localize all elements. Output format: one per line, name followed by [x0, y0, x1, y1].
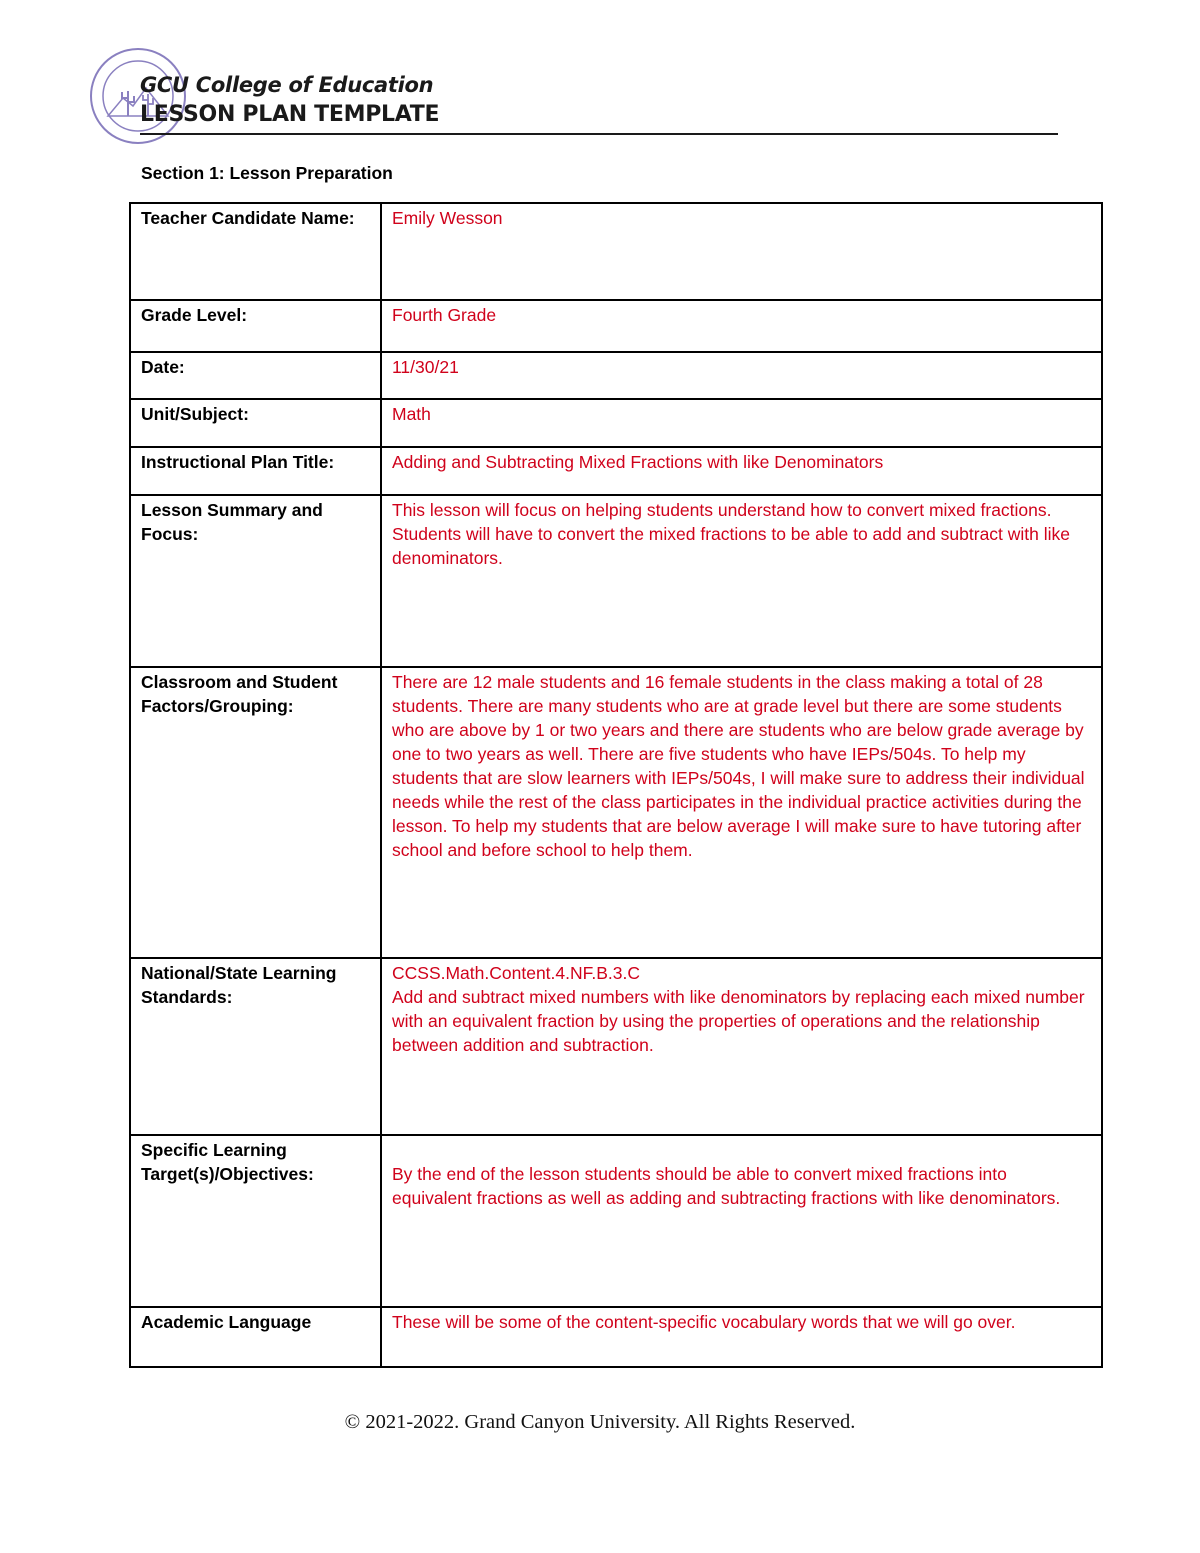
teacher-label: Teacher Candidate Name:	[130, 203, 381, 300]
document-title: LESSON PLAN TEMPLATE	[140, 102, 440, 127]
objectives-value	[381, 1135, 1102, 1307]
unit-value: Math	[381, 399, 1102, 447]
table-row	[130, 203, 1102, 300]
language-label: Academic Language	[130, 1307, 381, 1367]
header-divider	[140, 133, 1058, 135]
standards-code: CCSS.Math.Content.4.NF.B.3.C	[392, 963, 641, 983]
table-row	[130, 958, 1102, 1135]
table-row	[130, 300, 1102, 352]
standards-value	[381, 958, 1102, 1135]
objectives-label: Specific Learning Target(s)/Objectives:	[130, 1135, 381, 1307]
classroom-value: There are 12 male students and 16 female students in the class making a total of 28 students. There are many students who are at grade level but there are some students who are above by 1 or two years and there are students who are below grade average by one to two years as well. There are five students who have IEPs/504s. To help my students that are slow learners with IEPs/504s, I will make sure to address their individual needs while the rest of the class participates in the individual practice activities during the lesson. To help my students that are below average I will make sure to have tutoring after school and before school to help them.	[381, 667, 1102, 958]
summary-value: This lesson will focus on helping students understand how to convert mixed fractions. Students will have to convert the mixed fractions to be able to add and subtract with like denominators.	[381, 495, 1102, 667]
plan-title-value: Adding and Subtracting Mixed Fractions with like Denominators	[381, 447, 1102, 495]
standards-text: Add and subtract mixed numbers with like denominators by replacing each mixed number with an equivalent fraction by using the properties of operations and the relationship between addition and subtraction.	[392, 987, 1085, 1055]
table-row	[130, 1135, 1102, 1307]
grade-label: Grade Level:	[130, 300, 381, 352]
standards-label: National/State Learning Standards:	[130, 958, 381, 1135]
grade-value: Fourth Grade	[381, 300, 1102, 352]
table-row	[130, 399, 1102, 447]
unit-label: Unit/Subject:	[130, 399, 381, 447]
table-row	[130, 495, 1102, 667]
language-value: These will be some of the content-specific vocabulary words that we will go over.	[381, 1307, 1102, 1367]
classroom-label: Classroom and Student Factors/Grouping:	[130, 667, 381, 958]
college-name: GCU College of Education	[140, 73, 434, 97]
date-value: 11/30/21	[381, 352, 1102, 399]
table-row	[130, 1307, 1102, 1367]
table-row	[130, 447, 1102, 495]
lesson-prep-table	[129, 202, 1103, 1368]
summary-label: Lesson Summary and Focus:	[130, 495, 381, 667]
section-title: Section 1: Lesson Preparation	[141, 163, 393, 183]
date-label: Date:	[130, 352, 381, 399]
table-row	[130, 352, 1102, 399]
teacher-value: Emily Wesson	[381, 203, 1102, 300]
plan-title-label: Instructional Plan Title:	[130, 447, 381, 495]
copyright-footer: © 2021-2022. Grand Canyon University. All Rights Reserved.	[344, 1411, 856, 1433]
objectives-text: By the end of the lesson students should be able to convert mixed fractions into equivalent fractions as well as adding and subtracting fractions with like denominators.	[392, 1164, 1061, 1208]
table-row	[130, 667, 1102, 958]
